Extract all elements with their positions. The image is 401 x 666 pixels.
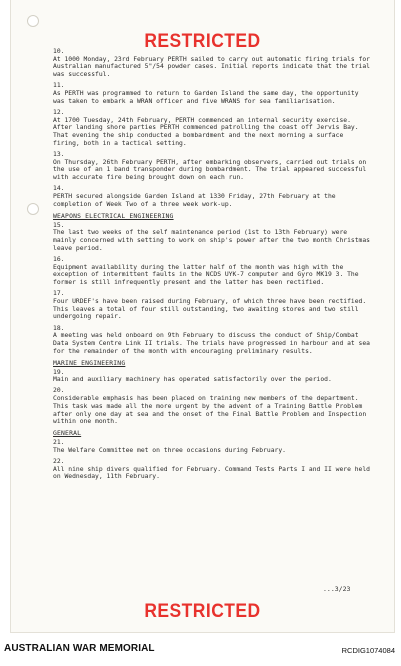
paragraph-number: 10. xyxy=(53,48,65,55)
document-page xyxy=(10,0,395,633)
paragraph-number: 16. xyxy=(53,255,65,263)
footer-institution: AUSTRALIAN WAR MEMORIAL xyxy=(4,643,155,654)
paragraph-text: A meeting was held onboard on 9th February to discuss the conduct of Ship/Combat Data System Centre Link II trials. The trials have progressed in harbour and at sea for the remainder of the month with encouraging preliminary results. xyxy=(53,332,370,355)
section-heading-weapons: WEAPONS ELECTRICAL ENGINEERING xyxy=(53,212,174,220)
paragraph-12 xyxy=(53,109,373,148)
paragraph-10 xyxy=(53,48,373,79)
footer-record-id: RCDIG1074084 xyxy=(341,646,395,655)
paragraph-number: 19. xyxy=(53,368,65,376)
paragraph-13 xyxy=(53,151,373,182)
paragraph-19 xyxy=(53,369,373,384)
paragraph-text: PERTH secured alongside Garden Island at 1330 Friday, 27th February at the completion of Week Two of a three week work-up. xyxy=(53,192,336,208)
paragraph-20 xyxy=(53,387,373,426)
paragraph-number: 18. xyxy=(53,324,65,332)
paragraph-11 xyxy=(53,82,373,105)
restricted-stamp-bottom: RESTRICTED xyxy=(144,601,261,622)
paragraph-text: At 1000 Monday, 23rd February PERTH sailed to carry out automatic firing trials for Australian manufactured 5"/54 powder cases. Initial reports indicate that the trial was successful. xyxy=(53,55,370,79)
paragraph-text: Considerable emphasis has been placed on training new members of the department. This task was made all the more urgent by the advent of a Training Battle Problem after only one day at sea and the onset of the Final Battle Problem and Inspection within one month. xyxy=(53,395,367,426)
paragraph-text: Main and auxiliary machinery has operated satisfactorily over the period. xyxy=(53,376,332,384)
document-body xyxy=(53,48,373,485)
paragraph-18 xyxy=(53,325,373,356)
section-heading-general: GENERAL xyxy=(53,430,82,438)
paragraph-number: 14. xyxy=(53,185,65,193)
archive-footer xyxy=(0,639,401,661)
punch-hole xyxy=(27,15,39,27)
paragraph-17 xyxy=(53,290,373,321)
paragraph-text: The last two weeks of the self maintenance period (1st to 13th February) were mainly concerned with setting to work on ship's power after the two month Christmas leave period. xyxy=(53,229,370,252)
paragraph-21 xyxy=(53,439,373,454)
paragraph-number: 20. xyxy=(53,387,65,395)
paragraph-text: On Thursday, 26th February PERTH, after embarking observers, carried out trials on the use of an 1 band transponder during bombardment. The trial appeared successful with accurate fire being brought down on each run. xyxy=(53,158,367,182)
section-heading-marine: MARINE ENGINEERING xyxy=(53,359,126,367)
paragraph-number: 21. xyxy=(53,439,65,447)
paragraph-text: The Welfare Committee met on three occasions during February. xyxy=(53,446,286,454)
paragraph-number: 15. xyxy=(53,221,65,229)
continuation-reference: ...3/23 xyxy=(323,585,351,593)
paragraph-number: 22. xyxy=(53,458,65,466)
paragraph-number: 11. xyxy=(53,82,65,90)
paragraph-number: 17. xyxy=(53,290,65,298)
paragraph-text: All nine ship divers qualified for February. Command Tests Parts I and II were held on Wednesday, 11th February. xyxy=(53,465,370,481)
paragraph-number: 12. xyxy=(53,108,65,116)
paragraph-text: At 1700 Tuesday, 24th February, PERTH commenced an internal security exercise. After landing shore parties PERTH commenced patrolling the coast off Jervis Bay. That evening the ship conducted a bombardment and the next morning a surface firing, both in a tactical setting. xyxy=(53,116,359,147)
paragraph-number: 13. xyxy=(53,150,65,158)
paragraph-text: Four URDEF's have been raised during February, of which three have been rectified. This leaves a total of four still outstanding, two awaiting stores and two still undergoing repair. xyxy=(53,297,367,321)
paragraph-15 xyxy=(53,222,373,253)
restricted-stamp-top: RESTRICTED xyxy=(144,31,261,52)
paragraph-22 xyxy=(53,458,373,481)
paragraph-text: As PERTH was programmed to return to Garden Island the same day, the opportunity was taken to embark a WRAN officer and five WRANS for sea familiarisation. xyxy=(53,90,359,105)
punch-hole xyxy=(27,203,39,215)
paragraph-text: Equipment availability during the latter half of the month was high with the exception of intermittent faults in the NCDS UYK-7 computer and Gyro MK19 3. The former is still infrequently present and the latter has been rectified. xyxy=(53,263,359,286)
paragraph-14 xyxy=(53,185,373,208)
paragraph-16 xyxy=(53,256,373,287)
